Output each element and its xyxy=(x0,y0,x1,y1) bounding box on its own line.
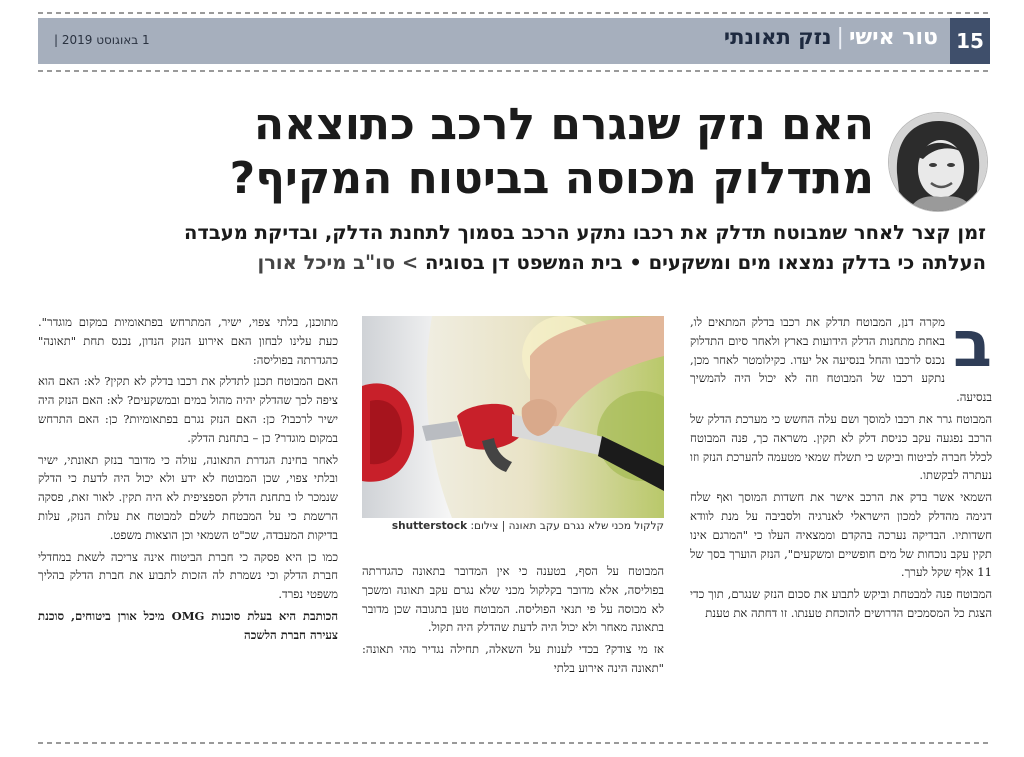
bottom-dashed-rule xyxy=(38,742,990,744)
paragraph: מקרה דנן, המבוטח תדלק את רכבו בדלק המתאים לו, באחת מתחנות הדלק הידועות בארץ ולאחר סיום התדלוק נכנס לרכבו והחל בנסיעה אל יעדו. כקילומטר לאחר מכן, נתקע רכבו של המבוטח וזה לא יכול היה להמשיך בנסיעה. xyxy=(690,315,992,405)
drop-cap: ב xyxy=(952,313,992,382)
paragraph: המבוטח גרר את רכבו למוסך ושם עלה החשש כי מערכת הדלק של הרכב נפגעה עקב כניסת דלק לא תקין. משראה כך, פנה המבוטח לכלל חברה לביטוח וביקש כי תשלח שמאי מטעמה להערכת הנזק וזו נעתרה לבקשתו. xyxy=(690,411,992,483)
article-headline xyxy=(114,98,874,206)
body-column-3 xyxy=(38,313,338,726)
paragraph: לאחר בחינת הגדרת התאונה, עולה כי מדובר בנזק תאונתי, ישיר ובלתי צפוי, שכן המבוטח לא ידע ולא יכול היה לדעת כי הדלק שנמכר לו בתחנת הדלק הספציפית לא היה תקין. לאור זאת, פסקה הרשמת כי על המבטחת לשלם למבוטח את עלות הנזק, עלות בדיקות המעבדה, שכ"ט השמאי וכן הוצאות משפט. xyxy=(38,452,338,542)
section-title xyxy=(724,25,938,50)
headline-line-2: מתדלוק מכוסה בביטוח המקיף? xyxy=(229,153,874,204)
paragraph: השמאי אשר בדק את הרכב אישר את חשדות המוסך ואף שלח דגימה מהדלק למכון הישראלי לאנרגיה ולסביבה על מנת לוודא חשדותיו. הבדיקה נערכה בהקדם וממצאיה העלו כי "המרגם אינו תקין עקב נוכחות של מים חופשיים ומשקעים", הנזק הוערך בסך של 11 אלף שקל לערך. xyxy=(690,490,992,580)
body-column-1 xyxy=(690,313,992,726)
caption-text: קלקול מכני שלא נגרם עקב תאונה | צילום: xyxy=(470,520,664,532)
paragraph: כמו כן היא פסקה כי חברת הביטוח אינה צריכה לשאת במחדלי חברת הדלק וכי נשמרת לה הזכות לתבוע את חברת הדלק בהליך משפטי נפרד. xyxy=(38,549,338,602)
lead-line-2-text: העלתה כי בדלק נמצאו מים ומשקעים • בית המשפט דן בסוגיה xyxy=(425,251,986,274)
header-dashed-rule xyxy=(38,70,990,72)
photo-credit: shutterstock xyxy=(391,520,468,532)
fuel-nozzle-photo xyxy=(362,316,664,518)
paragraph: אז מי צודק? בכדי לענות על השאלה, תחילה נגדיר מהי תאונה: "תאונה הינה אירוע בלתי xyxy=(362,642,664,675)
paragraph: המבוטח פנה למבטחת וביקש לתבוע את סכום הנזק שנגרם, תוך כדי הצגת כל המסמכים הדרושים להוכחת טענתו. זו דחתה את טענת xyxy=(690,587,992,620)
article-lead xyxy=(34,218,986,278)
paragraph: המבוטח על הסף, בטענה כי אין המדובר בתאונה כהגדרתה בפוליסה, אלא מדובר בקלקול מכני שלא נגרם עקב תאונה ומשכך לא מכוסה על פי תנאי הפוליסה. המבוטח טען בתגובה שכן מדובר בתאונה מאחר ולא יכול היה לדעת שהדלק היה תקול. xyxy=(362,564,664,635)
byline: > סו"ב מיכל אורן xyxy=(257,251,419,274)
lead-line-1: זמן קצר לאחר שמבוטח תדלק את רכבו נתקע הרכב בסמוך לתחנת הדלק, ובדיקת מעבדה xyxy=(184,221,986,244)
issue-date: 1 באוגוסט 2019 | xyxy=(54,33,150,47)
lead-line-2 xyxy=(34,248,986,278)
body-column-2 xyxy=(362,562,664,726)
section-label: טור אישי xyxy=(848,25,938,50)
author-photo xyxy=(888,112,988,212)
subsection-label: נזק תאונתי xyxy=(723,25,832,49)
photo-caption xyxy=(362,520,664,532)
author-note: הכותבת היא בעלת סוכנות OMG מיכל אורן ביטוחים, סוכנת צעירה חברת הלשכה xyxy=(38,608,338,642)
headline-line-1: האם נזק שנגרם לרכב כתוצאה xyxy=(253,99,874,150)
header-band xyxy=(38,18,950,64)
page-number: 15 xyxy=(950,18,990,64)
page-header xyxy=(38,18,990,64)
section-separator: | xyxy=(836,25,844,50)
top-dashed-rule xyxy=(38,12,990,14)
paragraph: מתוכנן, בלתי צפוי, ישיר, המתרחש בפתאומיות במקום מוגדר". כעת עלינו לבחון האם אירוע הנזק הנדון, נכנס תחת "תאונה" כהגדרתה בפוליסה: xyxy=(38,315,338,367)
paragraph: האם המבוטח תכנן לתדלק את רכבו בדלק לא תקין? לא: האם הוא ציפה לכך שהדלק יהיה מהול במים ובמשקעים? לא: האם הנזק היה ישיר לרכבו? כן: האם הנזק נגרם בפתאומיות? כן: האם התרחש במקום מוגדר? כן – בתחנת הדלק. xyxy=(38,374,338,445)
